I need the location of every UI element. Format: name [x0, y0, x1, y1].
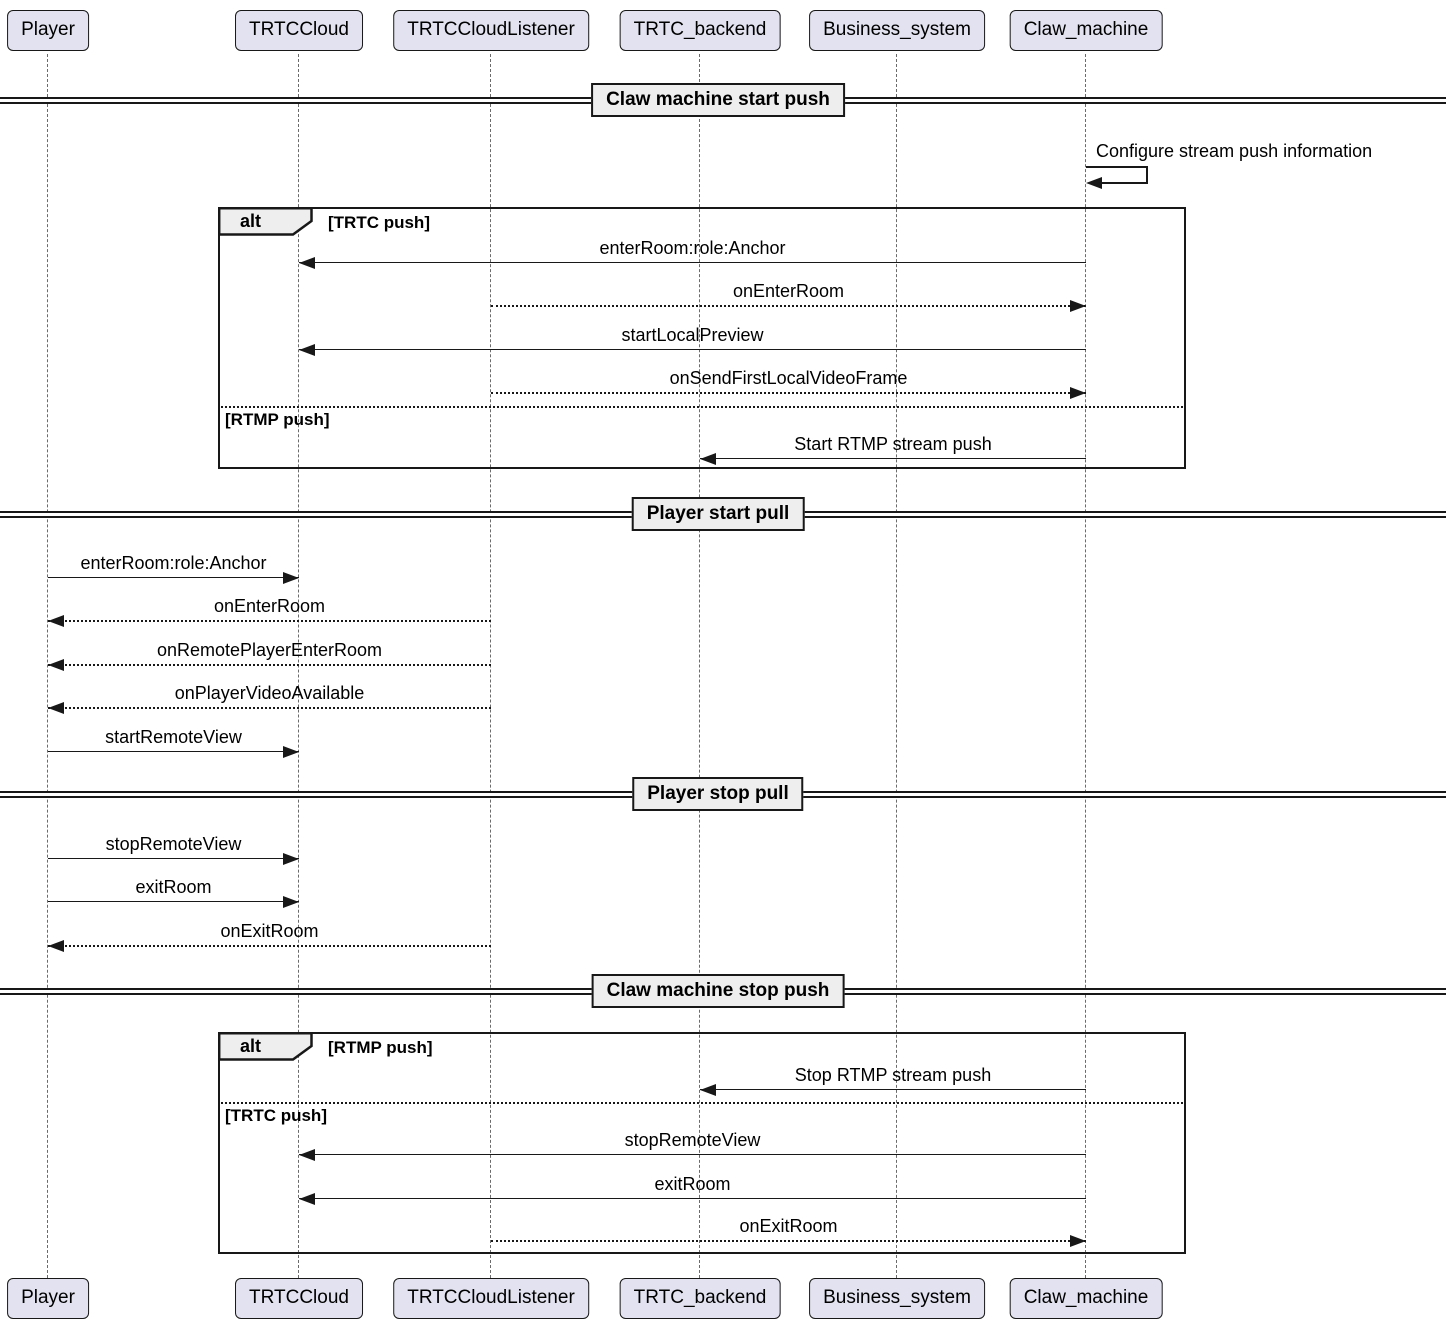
message-line — [48, 751, 299, 752]
participant-trtc_backend-top: TRTC_backend — [620, 10, 781, 51]
participant-trtccloud-top: TRTCCloud — [235, 10, 363, 51]
message-arrowhead-icon — [299, 257, 315, 269]
message-line — [491, 305, 1086, 307]
alt-frame-tab — [218, 207, 313, 236]
message-arrowhead-icon — [1070, 300, 1086, 312]
message-line — [48, 664, 491, 666]
message-label: onRemotePlayerEnterRoom — [156, 640, 383, 660]
alt-section-divider — [218, 1102, 1186, 1104]
participant-trtccloud-bottom: TRTCCloud — [235, 1278, 363, 1319]
message-label: Start RTMP stream push — [794, 434, 992, 454]
message-line — [491, 1240, 1086, 1242]
section-divider-title: Claw machine stop push — [592, 974, 845, 1008]
message-label: exitRoom — [654, 1174, 731, 1194]
message-arrowhead-icon — [283, 896, 299, 908]
message-arrowhead-icon — [283, 572, 299, 584]
message-label: exitRoom — [135, 877, 212, 897]
participant-player-top: Player — [7, 10, 89, 51]
participant-business_system-bottom: Business_system — [809, 1278, 985, 1319]
message-arrowhead-icon — [299, 344, 315, 356]
message-label: onPlayerVideoAvailable — [174, 683, 365, 703]
message-line — [48, 707, 491, 709]
message-line — [700, 458, 1086, 459]
message-label: startRemoteView — [105, 727, 242, 747]
participant-trtccloudlistener-bottom: TRTCCloudListener — [393, 1278, 589, 1319]
alt-guard: [TRTC push] — [225, 1106, 327, 1125]
message-arrowhead-icon — [700, 1084, 716, 1096]
message-label: enterRoom:role:Anchor — [80, 553, 267, 573]
message-line — [48, 577, 299, 578]
self-message-arrowhead-icon — [1086, 177, 1102, 189]
section-divider-title: Claw machine start push — [591, 83, 845, 117]
message-label: enterRoom:role:Anchor — [599, 238, 786, 258]
message-line — [299, 1198, 1086, 1199]
participant-player-bottom: Player — [7, 1278, 89, 1319]
message-arrowhead-icon — [48, 659, 64, 671]
message-line — [299, 1154, 1086, 1155]
message-line — [299, 262, 1086, 263]
alt-guard: [TRTC push] — [328, 213, 430, 232]
message-arrowhead-icon — [283, 853, 299, 865]
message-line — [700, 1089, 1086, 1090]
alt-frame-label: alt — [240, 211, 262, 231]
message-arrowhead-icon — [1070, 387, 1086, 399]
message-line — [48, 945, 491, 947]
message-arrowhead-icon — [700, 453, 716, 465]
message-arrowhead-icon — [299, 1193, 315, 1205]
self-message-line — [1100, 182, 1148, 184]
participant-trtccloudlistener-top: TRTCCloudListener — [393, 10, 589, 51]
message-arrowhead-icon — [299, 1149, 315, 1161]
message-arrowhead-icon — [48, 940, 64, 952]
message-arrowhead-icon — [1070, 1235, 1086, 1247]
message-label: Stop RTMP stream push — [794, 1065, 992, 1085]
alt-section-divider — [218, 406, 1186, 408]
message-line — [299, 349, 1086, 350]
message-line — [48, 620, 491, 622]
participant-trtc_backend-bottom: TRTC_backend — [620, 1278, 781, 1319]
self-message-label: Configure stream push information — [1096, 141, 1373, 161]
self-message-line — [1086, 166, 1148, 168]
message-label: onEnterRoom — [213, 596, 326, 616]
message-label: onSendFirstLocalVideoFrame — [669, 368, 908, 388]
message-label: stopRemoteView — [624, 1130, 761, 1150]
message-arrowhead-icon — [48, 702, 64, 714]
section-divider-title: Player start pull — [632, 497, 805, 531]
message-label: onExitRoom — [739, 1216, 838, 1236]
participant-claw_machine-bottom: Claw_machine — [1010, 1278, 1163, 1319]
message-label: onEnterRoom — [732, 281, 845, 301]
message-arrowhead-icon — [283, 746, 299, 758]
alt-guard: [RTMP push] — [225, 410, 330, 429]
message-label: onExitRoom — [220, 921, 319, 941]
message-label: stopRemoteView — [105, 834, 242, 854]
message-line — [48, 858, 299, 859]
message-label: startLocalPreview — [621, 325, 764, 345]
section-divider-title: Player stop pull — [632, 777, 803, 811]
message-line — [491, 392, 1086, 394]
participant-business_system-top: Business_system — [809, 10, 985, 51]
alt-guard: [RTMP push] — [328, 1038, 433, 1057]
message-line — [48, 901, 299, 902]
message-arrowhead-icon — [48, 615, 64, 627]
participant-claw_machine-top: Claw_machine — [1010, 10, 1163, 51]
alt-frame-tab — [218, 1032, 313, 1061]
alt-frame-label: alt — [240, 1036, 262, 1056]
